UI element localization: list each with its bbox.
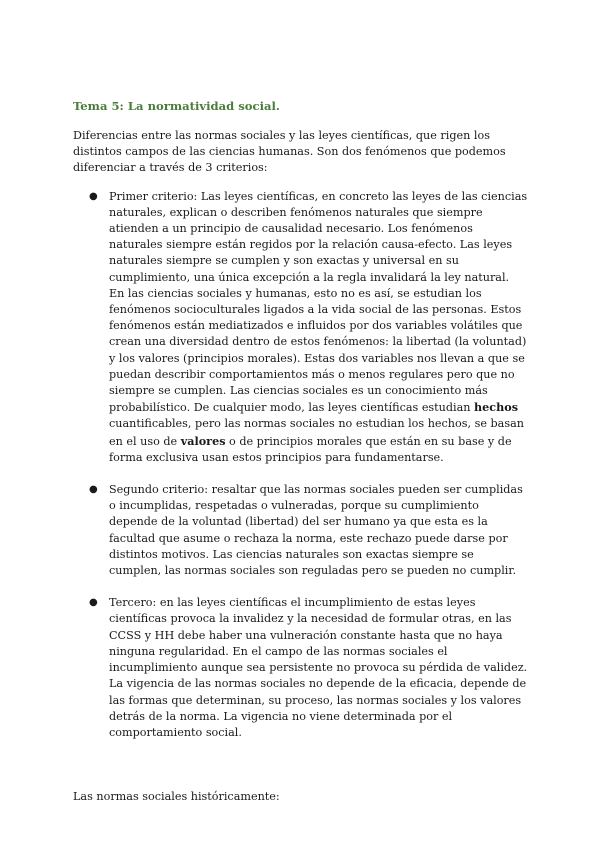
criterion-3-text: Tercero: en las leyes científicas el incumplimiento de estas leyes científicas provoca la invalidez y la necesidad de formular otras, en las CCSS y HH debe haber una vulneración constante hasta que no haya ninguna regularidad. En el campo de las normas sociales el incumplimiento aunque sea persistente no provoca su pérdida de validez. La vigencia de las normas sociales no depende de la eficacia, depende de las formas que determinan, su proceso, las normas sociales y los valores detrás de la norma. La vigencia no viene determinada por el comportamiento social. <box>109 596 528 739</box>
criteria-list <box>73 189 528 742</box>
intro-paragraph: Diferencias entre las normas sociales y las leyes científicas, que rigen los distintos campos de las ciencias humanas. Son dos fenómenos que podemos diferenciar a través de 3 criterios: <box>73 129 506 175</box>
bullet-icon: ● <box>89 484 98 496</box>
list-item-criterion-1 <box>73 189 528 466</box>
criterion-2-text: Segundo criterio: resaltar que las normas sociales pueden ser cumplidas o incumplidas, respetadas o vulneradas, porque su cumplimiento depende de la voluntad (libertad) del ser humano ya que esta es la facultad que asume o rechaza la norma, este rechazo puede darse por distintos motivos. Las ciencias naturales son exactas siempre se cumplen, las normas sociales son reguladas pero se pueden no cumplir. <box>109 483 523 578</box>
criterion-1-part-2: cuantificables, pero las normas sociales no estudian los hechos, se basan en el uso de <box>109 417 524 448</box>
document-title: Tema 5: La normatividad social. <box>73 99 280 113</box>
bold-term-valores: valores <box>180 433 226 448</box>
criterion-1-text <box>109 190 527 464</box>
list-item-criterion-2 <box>73 482 528 579</box>
list-item-criterion-3 <box>73 595 528 741</box>
section-heading-historical: Las normas sociales históricamente: <box>73 790 280 804</box>
bullet-icon: ● <box>89 597 98 609</box>
bullet-icon: ● <box>89 190 98 202</box>
bold-term-hechos: hechos <box>474 400 519 415</box>
criterion-1-part-3: o de principios morales que están en su base y de forma exclusiva usan estos principios para fundamentarse. <box>109 434 512 464</box>
criterion-1-part-1: Primer criterio: Las leyes científicas, en concreto las leyes de las ciencias naturales, explican o describen fenómenos naturales que siempre atienden a un principio de causalidad necesario. Los fenómenos naturales siempre están regidos por la relación causa-efecto. Las leyes naturales siempre se cumplen y son exactas y universal en su cumplimiento, una única excepción a la regla invalidará la ley natural. En las ciencias sociales y humanas, esto no es así, se estudian los fenómenos socioculturales ligados a la vida social de las personas. Estos fenómenos están mediatizados e influidos por dos variables volátiles que crean una diversidad dentro de estos fenómenos: la libertad (la voluntad) y los valores (principios morales). Estas dos variables nos llevan a que se puedan describir comportamientos más o menos regulares pero que no siempre se cumplen. Las ciencias sociales es un conocimiento más probabilístico. De cualquier modo, las leyes científicas estudian <box>109 189 528 415</box>
